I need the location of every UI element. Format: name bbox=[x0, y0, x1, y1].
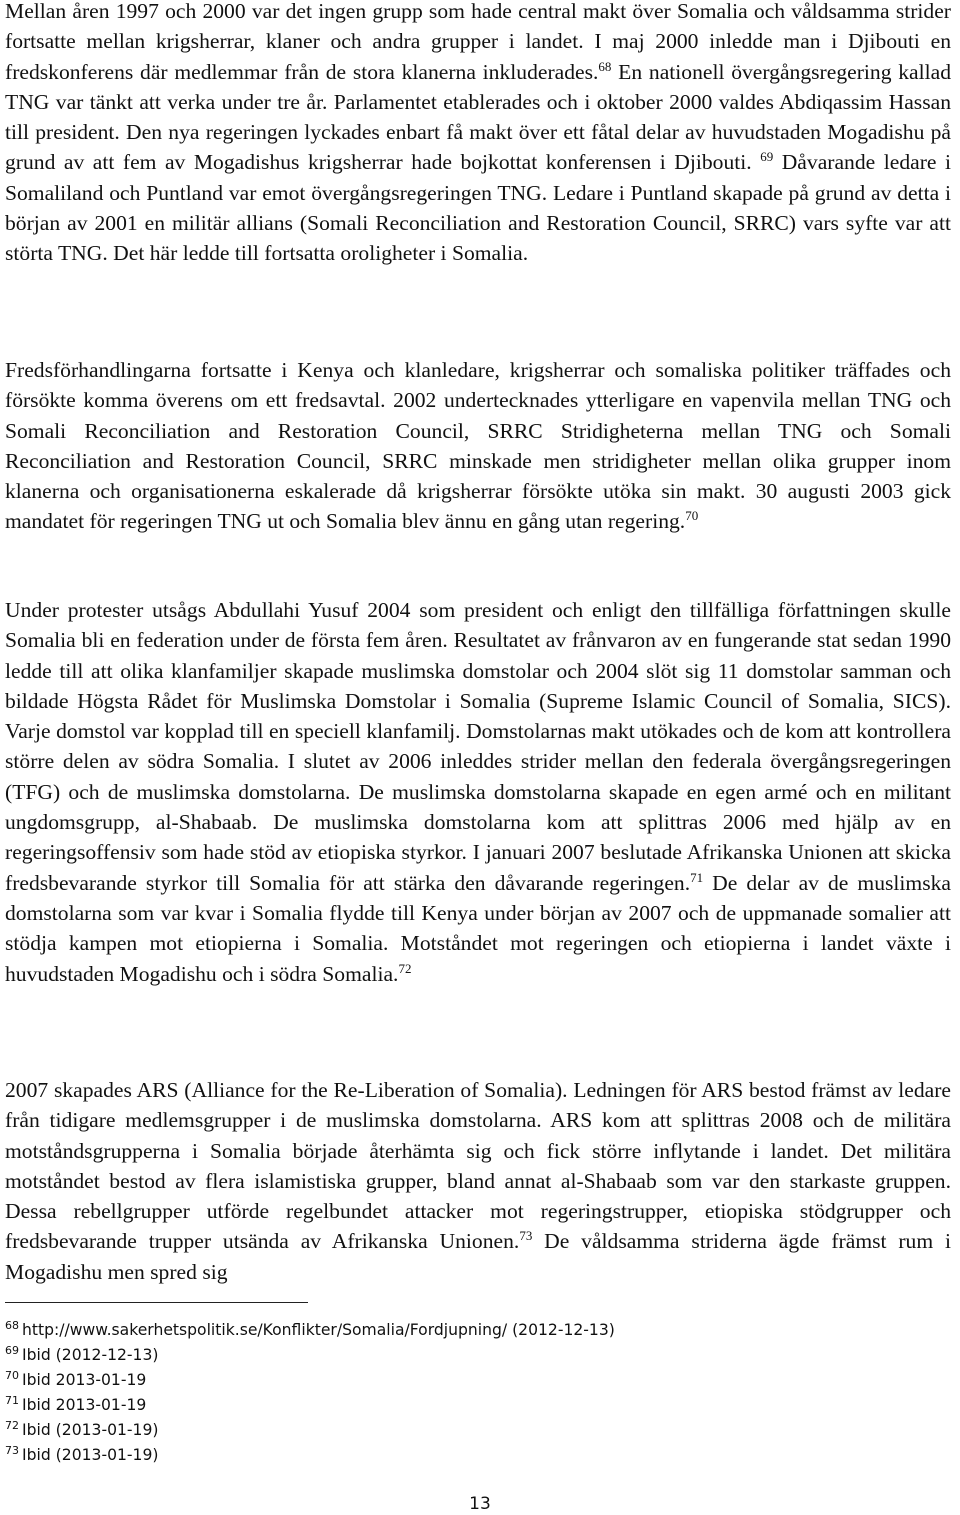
footnote-text: Ibid 2013-01-19 bbox=[22, 1396, 147, 1414]
footnote-number: 68 bbox=[5, 1319, 19, 1332]
footnote-70 bbox=[5, 1368, 615, 1393]
footnote-text: Ibid (2013-01-19) bbox=[22, 1446, 159, 1464]
footnote-number: 71 bbox=[5, 1394, 19, 1407]
footnote-text: Ibid 2013-01-19 bbox=[22, 1371, 147, 1389]
paragraph-text: De våldsamma striderna ägde främst rum i Mogadishu men spred sig bbox=[5, 1229, 951, 1284]
footnote-number: 72 bbox=[5, 1419, 19, 1432]
footnote-link[interactable]: http://www.sakerhetspolitik.se/Konflikter/Somalia/Fordjupning/ (2012-12-13) bbox=[22, 1321, 615, 1339]
footnote-number: 70 bbox=[5, 1369, 19, 1382]
paragraph-text: Under protester utsågs Abdullahi Yusuf 2004 som president och enligt den tillfälliga författningen skulle Somalia bli en federation under de första fem åren. Resultatet av frånvaron av en fungerande stat sedan 1990 ledde till att olika klanfamiljer skapade muslimska domstolar och 2004 slöt sig 11 domstolar samman och bildade Högsta Rådet för Muslimska Domstolar i Somalia (Supreme Islamic Council of Somalia, SICS). Varje domstol var kopplad till en speciell klanfamilj. Domstolarnas makt utökades och de kom att kontrollera större delen av södra Somalia. I slutet av 2006 inleddes strider mellan den federala övergångsregeringen (TFG) och de muslimska domstolarna. De muslimska domstolarna skapade en egen armé och en militant ungdomsgrupp, al-Shabaab. De muslimska domstolarna kom att splittras 2006 med hjälp av en regeringsoffensiv som hade stöd av etiopiska styrkor. I januari 2007 beslutade Afrikanska Unionen att skicka fredsbevarande styrkor till Somalia för att stärka den dåvarande regeringen. bbox=[5, 598, 951, 895]
footnote-72 bbox=[5, 1418, 615, 1443]
footnote-ref-72[interactable]: 72 bbox=[398, 960, 412, 976]
paragraph-text: Fredsförhandlingarna fortsatte i Kenya och klanledare, krigsherrar och somaliska politiker träffades och försökte komma överens om ett fredsavtal. 2002 undertecknades ytterligare en vapenvila mellan TNG och Somali Reconciliation and Restoration Council, SRRC Stridigheterna mellan TNG och Somali Reconciliation and Restoration Council, SRRC minskade men stridigheter mellan olika grupper inom klanerna och organisationerna eskalerade då krigsherrar försökte utöka sin makt. 30 augusti 2003 gick mandatet för regeringen TNG ut och Somalia blev ännu en gång utan regering. bbox=[5, 358, 951, 534]
footnote-ref-69[interactable]: 69 bbox=[760, 149, 774, 165]
footnote-number: 73 bbox=[5, 1444, 19, 1457]
footnote-separator bbox=[5, 1302, 308, 1303]
footnote-71 bbox=[5, 1393, 615, 1418]
footnote-number: 69 bbox=[5, 1344, 19, 1357]
paragraph-4 bbox=[5, 1075, 951, 1287]
paragraph-2 bbox=[5, 355, 951, 537]
paragraph-text: 2007 skapades ARS (Alliance for the Re-Liberation of Somalia). Ledningen för ARS bestod främst av ledare från tidigare medlemsgrupper i de muslimska domstolarna. ARS kom att splittras 2008 och de militära motståndsgrupperna i Somalia började återhämta sig och fick större inflytande i landet. Det militära motståndet bestod av flera islamistiska grupper, bland annat al-Shabaab som var den starkaste gruppen. Dessa rebellgrupper utförde regelbundet attacker mot regeringstrupper, etiopiska stödgrupper och fredsbevarande trupper utsända av Afrikanska Unionen. bbox=[5, 1078, 951, 1254]
paragraph-text: Mellan åren 1997 och 2000 var det ingen grupp som hade central makt över Somalia och våldsamma strider fortsatte mellan krigsherrar, klaner och andra grupper i landet. I maj 2000 inledde man i Djibouti en fredskonferens där medlemmar från de stora klanerna inkluderades. bbox=[5, 0, 951, 84]
footnote-ref-71[interactable]: 71 bbox=[690, 869, 704, 885]
paragraph-3 bbox=[5, 595, 951, 989]
paragraph-text: Dåvarande ledare i Somaliland och Puntland var emot övergångsregeringen TNG. Ledare i Puntland skapade på grund av detta i början av 2001 en militär allians (Somali Reconciliation and Restoration Council, SRRC) vars syfte var att störta TNG. Det här ledde till fortsatta oroligheter i Somalia. bbox=[5, 150, 951, 266]
paragraph-text: De delar av de muslimska domstolarna som var kvar i Somalia flydde till Kenya under början av 2007 och de uppmanade somalier att stödja kampen mot etiopierna i Somalia. Motståndet mot regeringen och etiopierna i landet växte i huvudstaden Mogadishu och i södra Somalia. bbox=[5, 870, 951, 986]
footnote-text: Ibid (2012-12-13) bbox=[22, 1346, 159, 1364]
paragraph-text: En nationell övergångsregering kallad TNG var tänkt att verka under tre år. Parlamentet etablerades och i oktober 2000 valdes Abdiqassim Hassan till president. Den nya regeringen lyckades enbart få makt över ett fåtal delar av huvudstaden Mogadishu på grund av att fem av Mogadishus krigsherrar hade bojkottat konferensen i Djibouti. bbox=[5, 59, 952, 175]
footnote-69 bbox=[5, 1343, 615, 1368]
footnote-68 bbox=[5, 1318, 615, 1343]
footnote-73 bbox=[5, 1443, 615, 1468]
footnote-text: Ibid (2013-01-19) bbox=[22, 1421, 159, 1439]
footnote-ref-68[interactable]: 68 bbox=[598, 58, 612, 74]
page-number: 13 bbox=[469, 1494, 491, 1514]
footnotes bbox=[5, 1318, 615, 1468]
footnote-ref-70[interactable]: 70 bbox=[685, 508, 699, 524]
footnote-ref-73[interactable]: 73 bbox=[519, 1228, 533, 1244]
paragraph-1 bbox=[5, 0, 951, 269]
